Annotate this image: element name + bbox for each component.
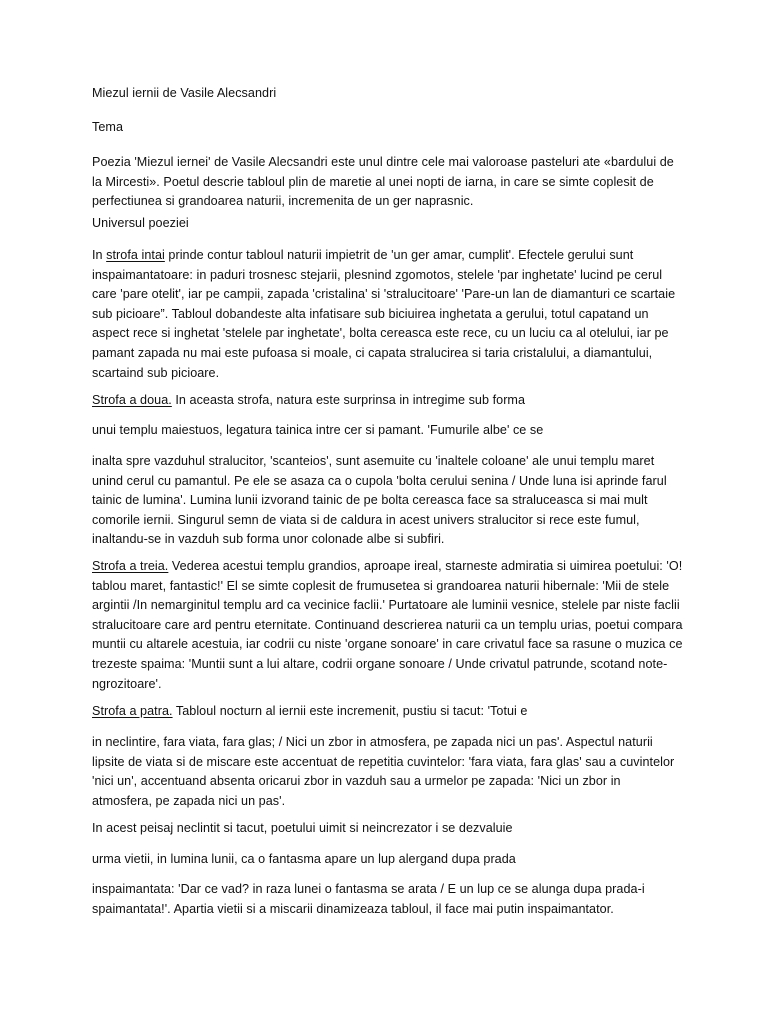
paragraph-strofa-a-patra-line1 bbox=[92, 702, 684, 722]
paragraph-strofa-a-doua-rest: inalta spre vazduhul stralucitor, 'scanteios', sunt asemuite cu 'inaltele coloane' ale unui templu maret unind cerul cu pamantul. Pe ele se asaza ca o cupola 'bolta cerului senina / Unde luna isi aprinde farul tainic de lumina'. Lumina lunii izvorand tainic de pe bolta cereasca face sa straluceasca si mai mult comorile iernii. Singurul semn de viata si de caldura in acest univers stralucitor si rece este fumul, inaltandu-se in vazduh sub forma unor colonade albe si subfiri. bbox=[92, 454, 667, 547]
paragraph-strofa-a-doua-line1 bbox=[92, 391, 684, 411]
paragraph-body: Vederea acestui templu grandios, aproape ireal, starneste admiratia si uimirea poetului: 'O! tablou maret, fantastic!' El se simte coplesit de frumusetea si grandoarea naturii hibernale: 'Mii de stele argintii /In nemarginitul templu ard ca vecinice faclii.' Purtatoare ale luminii vesnice, stelele par niste faclii stralucitoare care ard pentru eternitate. Continuand descrierea naturii ca un templu urias, poetui compara muntii cu altarele acestuia, iar codrii cu niste 'organe sonoare' in care crivatul face sa rasune o muzica ce trezeste spaima: 'Muntii sunt a lui altare, codrii organe sonoare / Unde crivatul patrunde, scotand note-ngrozitoare'. bbox=[92, 559, 683, 691]
paragraph-tema: Poezia 'Miezul iernei' de Vasile Alecsandri este unul dintre cele mai valoroase pasteluri ate «bardului de la Mircesti». Poetul descrie tabloul plin de maretie al unei nopti de iarna, in care se simte coplesit de perfectiunea si grandoarea naturii, incremenita de un ger naprasnic. bbox=[92, 155, 674, 209]
heading-tema: Tema bbox=[92, 120, 123, 134]
heading-universul-poeziei: Universul poeziei bbox=[92, 216, 189, 230]
paragraph-strofa-a-patra-rest: in neclintire, fara viata, fara glas; / Nici un zbor in atmosfera, pe zapada nici un pas'. Aspectul naturii lipsite de viata si de miscare este accentuat de repetitia cuvintelor: 'fara viata, fara glas' sau a cuvintelor 'nici un', accentuand absenta oricarui zbor in vazduh sau a urmelor pe zapada: 'Nici un zbor in atmosfera, pe zapada nici un pas'. bbox=[92, 735, 675, 808]
paragraph-strofa-intai bbox=[92, 246, 684, 383]
strofa-intai-label: strofa intai bbox=[106, 248, 165, 262]
paragraph-body: prinde contur tabloul naturii impietrit de 'un ger amar, cumplit'. Efectele gerului sunt inspaimantatoare: in paduri trosnesc stejarii, plesnind zgomotos, stelele 'par inghetate' lucind pe cerul care 'pare otelit', iar pe campii, zapada 'cristalina' si 'stralucitoare' 'Pare-un lan de diamanturi ce scartaie sub picioare”. Tabloul dobandeste alta infatisare sub biciuirea inghetata a gerului, totul capatand un aspect rece si inghetat 'stelele par inghetate', bolta cereasca este rece, cu un luciu ca al otelului, iar pe pamant zapada nu mai este pufoasa si moale, ci capata stralucirea si taria cristalului, a diamantului, scartaind sub picioare. bbox=[92, 248, 676, 380]
paragraph-conclusion-line1: In acest peisaj neclintit si tacut, poetului uimit si neincrezator i se dezvaluie bbox=[92, 821, 513, 835]
paragraph-body: Tabloul nocturn al iernii este incremenit, pustiu si tacut: 'Totui e bbox=[172, 704, 528, 718]
paragraph-strofa-a-treia bbox=[92, 557, 684, 694]
strofa-a-patra-label: Strofa a patra. bbox=[92, 704, 173, 718]
paragraph-conclusion-line2: urma vietii, in lumina lunii, ca o fantasma apare un lup alergand dupa prada bbox=[92, 852, 516, 866]
paragraph-strofa-a-doua-line2: unui templu maiestuos, legatura tainica intre cer si pamant. 'Fumurile albe' ce se bbox=[92, 423, 544, 437]
paragraph-body: In aceasta strofa, natura este surprinsa in intregime sub forma bbox=[171, 393, 526, 407]
strofa-a-doua-label: Strofa a doua. bbox=[92, 393, 172, 407]
document-title: Miezul iernii de Vasile Alecsandri bbox=[92, 86, 277, 100]
strofa-a-treia-label: Strofa a treia. bbox=[92, 559, 169, 573]
paragraph-conclusion-rest: inspaimantata: 'Dar ce vad? in raza lunei o fantasma se arata / E un lup ce se alunga dupa prada-i spaimantata!'. Apartia vietii si a miscarii dinamizeaza tabloul, il face mai putin inspaimantator. bbox=[92, 882, 645, 916]
paragraph-lead: In bbox=[92, 248, 107, 262]
